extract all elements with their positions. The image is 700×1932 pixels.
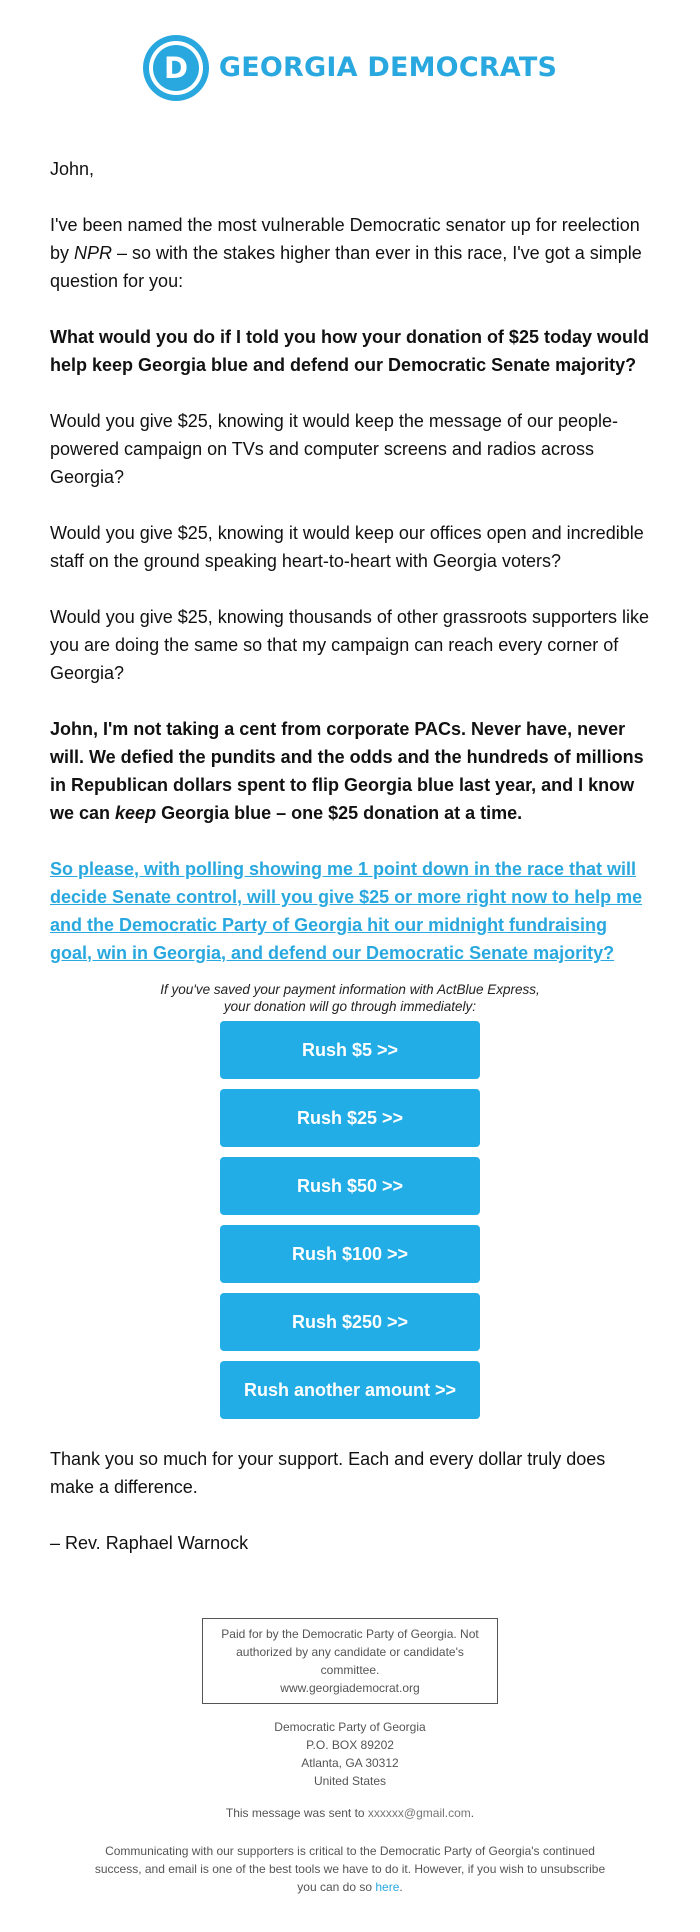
paragraph-1: I've been named the most vulnerable Democratic senator up for reelection by NPR – so with the stakes higher than ever in this race, I've got a simple question for you: bbox=[50, 215, 642, 291]
footer bbox=[0, 1618, 700, 1896]
actblue-express-note: If you've saved your payment information with ActBlue Express, your donation will go through immediately: bbox=[160, 982, 540, 1014]
rush-other-amount-button[interactable]: Rush another amount >> bbox=[220, 1361, 480, 1419]
rush-50-button[interactable]: Rush $50 >> bbox=[220, 1157, 480, 1215]
keep-emphasis: keep bbox=[115, 803, 157, 823]
cta-paragraph bbox=[50, 855, 650, 967]
paragraph-3: Would you give $25, knowing it would keep the message of our people-powered campaign on TVs and computer screens and radios across Georgia? bbox=[50, 411, 619, 487]
rush-250-button[interactable]: Rush $250 >> bbox=[220, 1293, 480, 1351]
mailing-address: Democratic Party of Georgia P.O. BOX 89202 Atlanta, GA 30312 United States bbox=[274, 1720, 426, 1788]
rush-5-button[interactable]: Rush $5 >> bbox=[220, 1021, 480, 1079]
georgia-democrats-logo bbox=[143, 35, 557, 101]
paragraph-2-bold: What would you do if I told you how your donation of $25 today would help keep Georgia blue and defend our Democratic Senate majority? bbox=[50, 327, 649, 375]
logo-text: GEORGIA DEMOCRATS bbox=[218, 52, 558, 83]
sent-to-notice: This message was sent to xxxxxx@gmail.com. bbox=[225, 1806, 475, 1820]
npr-emphasis: NPR bbox=[74, 243, 113, 263]
letter-body bbox=[50, 155, 650, 1585]
rush-100-button[interactable]: Rush $100 >> bbox=[220, 1225, 480, 1283]
paragraph-5: Would you give $25, knowing thousands of other grassroots supporters like you are doing the same so that my campaign can reach every corner of Georgia? bbox=[50, 607, 650, 683]
thanks-paragraph: Thank you so much for your support. Each and every dollar truly does make a difference. bbox=[50, 1449, 606, 1497]
paragraph-4: Would you give $25, knowing it would keep our offices open and incredible staff on the ground speaking heart-to-heart with Georgia voters? bbox=[50, 523, 644, 571]
paid-for-disclaimer: Paid for by the Democratic Party of Georgia. Not authorized by any candidate or candidate's committee. www.georgiademocrat.org bbox=[202, 1618, 498, 1704]
unsubscribe-notice: Communicating with our supporters is critical to the Democratic Party of Georgia's continued success, and email is one of the best tools we have to do it. However, if you wish to unsubscribe you can do so here. bbox=[94, 1844, 606, 1894]
rush-25-button[interactable]: Rush $25 >> bbox=[220, 1089, 480, 1147]
paragraph-6-bold: John, I'm not taking a cent from corporate PACs. Never have, never will. We defied the pundits and the odds and the hundreds of millions in Republican dollars spent to flip Georgia blue last year, and I know we can keep Georgia blue – one $25 donation at a time. bbox=[50, 719, 644, 823]
logo-d-icon bbox=[143, 35, 209, 101]
website-url: www.georgiademocrat.org bbox=[280, 1681, 420, 1695]
signature: – Rev. Raphael Warnock bbox=[50, 1533, 249, 1553]
svg-text:D: D bbox=[163, 50, 188, 85]
header bbox=[0, 0, 700, 135]
salutation: John, bbox=[50, 159, 95, 179]
cta-donate-link[interactable]: So please, with polling showing me 1 point down in the race that will decide Senate control, will you give $25 or more right now to help me and the Democratic Party of Georgia hit our midnight fundraising goal, win in Georgia, and defend our Democratic Senate majority? bbox=[50, 859, 643, 963]
recipient-email: xxxxxx@gmail.com bbox=[367, 1806, 471, 1820]
unsubscribe-link[interactable]: here bbox=[375, 1880, 400, 1894]
donation-buttons bbox=[50, 1021, 650, 1419]
